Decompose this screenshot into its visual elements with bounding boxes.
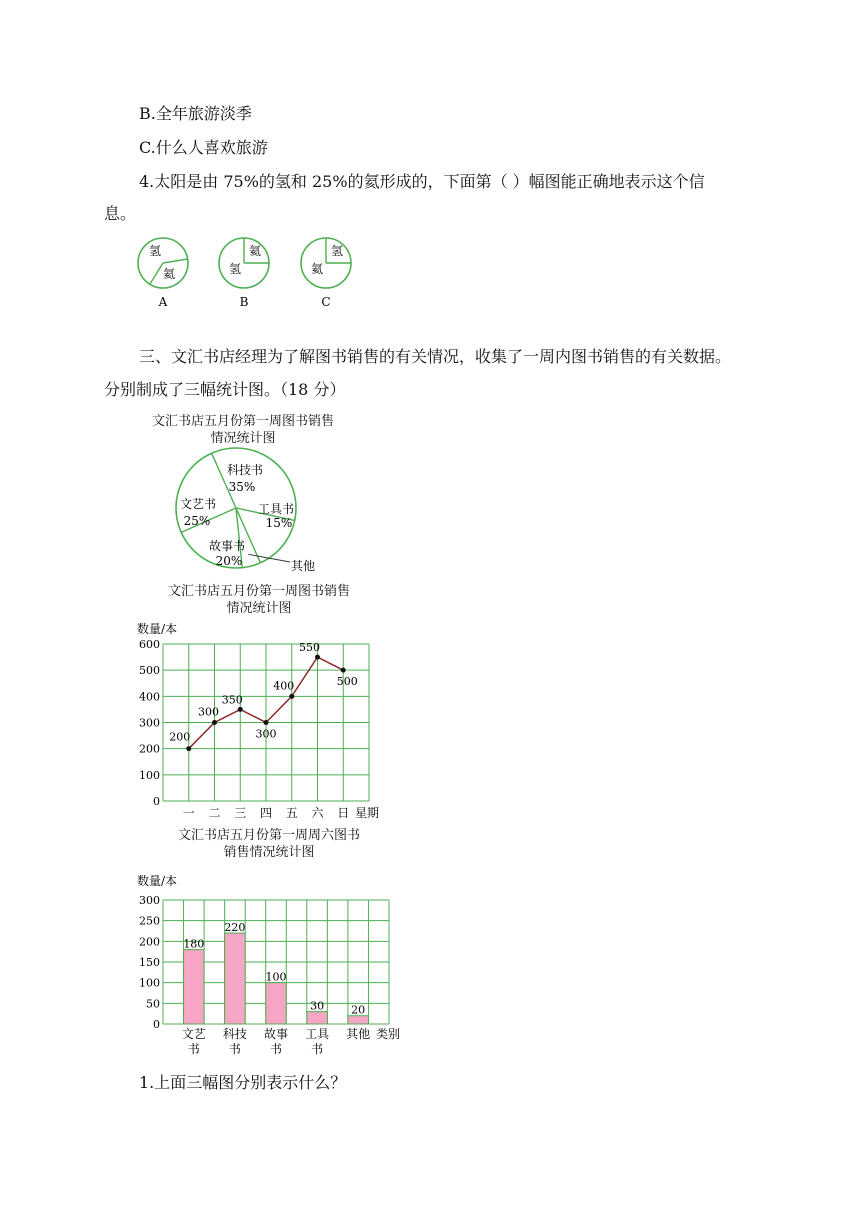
line-point: [289, 694, 294, 699]
pie-chart: [176, 448, 315, 573]
bar-ytick: 250: [139, 914, 160, 928]
pie-slice-label: 故事书: [208, 539, 246, 553]
bar-xtick: 书: [228, 1042, 241, 1056]
line-data-label: 300: [198, 705, 219, 719]
pie-slice-value: 25%: [183, 514, 211, 528]
line-ytick: 500: [139, 664, 160, 678]
bar-data-label: 20: [351, 1003, 366, 1017]
bar-data-label: 100: [265, 970, 287, 984]
line-data-label: 300: [255, 727, 277, 741]
line-data-label: 350: [221, 693, 243, 707]
line-data-label: 200: [169, 730, 191, 744]
small-pie-label: 氢: [330, 244, 344, 258]
line-data-label: 550: [299, 641, 320, 655]
question-1: 1.上面三幅图分别表示什么？: [139, 1073, 347, 1092]
pie-slice-value: 35%: [228, 480, 256, 494]
bar-ytick: 300: [139, 894, 160, 907]
line-xtick: 一: [182, 806, 195, 820]
section-3-line1: 三、文汇书店经理为了解图书销售的有关情况，收集了一周内图书销售的有关数据。: [139, 347, 732, 366]
pie-slice-label: 科技书: [226, 463, 264, 477]
bar-xtick: 科技: [222, 1027, 247, 1041]
bar-xtick: 故事: [263, 1027, 289, 1041]
small-pie-label: 氢: [148, 244, 162, 258]
question-4-line1: 4.太阳是由 75%的氢和 25%的氦形成的，下面第（ ）幅图能正确地表示这个信: [139, 172, 705, 191]
small-pie-label: 氢: [228, 262, 242, 276]
line-point: [341, 668, 346, 673]
line-chart-xunit: 星期: [355, 806, 380, 820]
bar-chart: [139, 894, 389, 1056]
line-point: [238, 707, 243, 712]
small-pie-label: 氦: [310, 262, 324, 276]
bar-ytick: 100: [139, 976, 160, 990]
line-xtick: 五: [285, 806, 298, 820]
small-pie-letter: A: [158, 295, 168, 309]
line-ytick: 100: [139, 768, 160, 782]
bar-ytick: 50: [146, 997, 160, 1011]
option-c: C.什么人喜欢旅游: [139, 138, 268, 157]
bar-data-label: 220: [224, 921, 246, 935]
line-point: [264, 720, 269, 725]
bar-chart-ylabel: 数量/本: [137, 874, 178, 888]
bar-ytick: 150: [139, 956, 160, 969]
line-point: [212, 720, 217, 725]
option-b: B.全年旅游淡季: [139, 104, 252, 123]
line-xtick: 三: [234, 806, 247, 820]
bar-xtick: 书: [311, 1042, 324, 1056]
pie-leader-line: [248, 554, 290, 562]
bar-chart-title-line1: 文汇书店五月份第一周周六图书: [177, 828, 360, 843]
bar: [348, 1016, 369, 1024]
bar-xtick: 文艺: [181, 1027, 206, 1041]
bar-xtick: 书: [187, 1042, 200, 1056]
line-point: [186, 746, 191, 751]
pie-chart-title-line2: 情况统计图: [210, 431, 276, 446]
section-3-line2: 分别制成了三幅统计图。（18 分）: [104, 380, 346, 399]
line-xtick: 日: [337, 806, 350, 820]
bar-data-label: 30: [310, 999, 325, 1013]
small-pie-label: 氦: [162, 267, 176, 281]
bar-chart-xunit: 类别: [376, 1027, 401, 1041]
bar-data-label: 180: [183, 937, 205, 951]
bar: [225, 933, 246, 1024]
line-ytick: 300: [139, 716, 160, 730]
line-ytick: 0: [153, 795, 160, 808]
bar-chart-title-line2: 销售情况统计图: [223, 845, 315, 860]
line-xtick: 二: [208, 806, 221, 820]
bar: [266, 983, 287, 1024]
line-ytick: 200: [139, 742, 160, 756]
bar: [184, 950, 205, 1024]
bar-ytick: 0: [153, 1018, 160, 1031]
line-chart: [139, 638, 369, 820]
pie-slice-label: 文艺书: [179, 497, 217, 511]
bar-ytick: 200: [139, 935, 160, 949]
line-xtick: 六: [311, 806, 324, 820]
bar-xtick: 工具: [305, 1027, 330, 1041]
line-data-label: 500: [336, 675, 358, 689]
line-data-label: 400: [273, 679, 295, 693]
small-pie-letter: B: [239, 295, 249, 309]
line-chart-ylabel: 数量/本: [137, 622, 178, 636]
small-pie-label: 氦: [248, 244, 262, 258]
line-chart-title-line2: 情况统计图: [226, 601, 292, 616]
line-xtick: 四: [259, 806, 273, 820]
pie-slice-value: 15%: [265, 516, 293, 530]
line-ytick: 400: [139, 690, 160, 704]
question-4-line2: 息。: [104, 204, 137, 223]
line-point: [315, 655, 320, 660]
bar: [307, 1012, 328, 1024]
small-pie-letter: C: [321, 295, 331, 309]
line-chart-title-line1: 文汇书店五月份第一周图书销售: [167, 584, 350, 599]
pie-slice-value: 20%: [215, 554, 243, 568]
bar-xtick: 书: [269, 1042, 283, 1056]
pie-slice-label: 工具书: [257, 502, 295, 516]
line-ytick: 600: [139, 638, 160, 651]
pie-slice-label-other: 其他: [291, 559, 316, 573]
bar-xtick: 其他: [346, 1027, 371, 1041]
pie-chart-title-line1: 文汇书店五月份第一周图书销售: [151, 414, 334, 429]
